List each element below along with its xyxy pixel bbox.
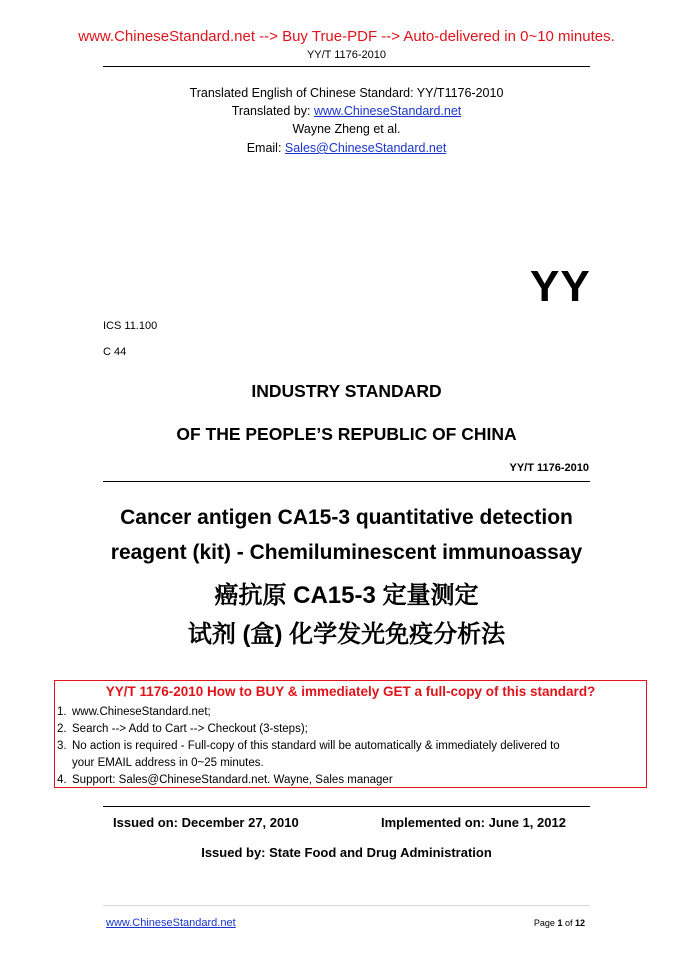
translated-by xyxy=(0,104,693,118)
purchase-step xyxy=(57,721,560,738)
header-divider xyxy=(103,66,590,67)
issued-on-date: Issued on: December 27, 2010 xyxy=(113,815,299,830)
english-title-line1: Cancer antigen CA15-3 quantitative detection xyxy=(120,506,573,529)
issuing-authority: Issued by: State Food and Drug Administration xyxy=(201,845,492,860)
page-number xyxy=(534,918,585,928)
footer-divider xyxy=(103,905,590,906)
dates-divider xyxy=(103,806,590,807)
english-title-line2: reagent (kit) - Chemiluminescent immunoassay xyxy=(110,541,583,564)
chinese-title-line1: 癌抗原 CA15-3 定量测定 xyxy=(214,582,479,609)
translated-by-label: Translated by: xyxy=(231,104,314,118)
step-text: Support: Sales@ChineseStandard.net. Wayne, Sales manager xyxy=(72,774,393,786)
step-text: Search --> Add to Cart --> Checkout (3-steps); xyxy=(72,723,308,735)
translator-name: Wayne Zheng et al. xyxy=(292,122,401,136)
translation-note: Translated English of Chinese Standard: YY/T1176-2010 xyxy=(189,86,504,100)
page-current: 1 xyxy=(557,918,563,928)
purchase-step xyxy=(57,704,560,721)
standard-code: YY/T 1176-2010 xyxy=(509,462,589,474)
purchase-step xyxy=(57,738,560,755)
implemented-on-date: Implemented on: June 1, 2012 xyxy=(381,815,566,830)
chinese-title-line2: 试剂 (盒) 化学发光免疫分析法 xyxy=(187,621,506,648)
page-mid: of xyxy=(562,918,575,928)
standard-type-line2: OF THE PEOPLE’S REPUBLIC OF CHINA xyxy=(176,424,517,444)
translated-by-link[interactable]: www.ChineseStandard.net xyxy=(313,104,462,118)
step-number: 2. xyxy=(57,723,67,735)
standard-type-line1: INDUSTRY STANDARD xyxy=(251,381,442,401)
step-number: 3. xyxy=(57,740,67,752)
email-line xyxy=(0,141,693,155)
ics-code: ICS 11.100 xyxy=(103,320,158,332)
purchase-steps xyxy=(57,704,560,789)
step-number: 4. xyxy=(57,774,67,786)
step-number: 1. xyxy=(57,706,67,718)
header-standard-code: YY/T 1176-2010 xyxy=(306,49,387,61)
code-divider xyxy=(103,481,590,482)
top-banner[interactable]: www.ChineseStandard.net --> Buy True-PDF --> Auto-delivered in 0~10 minutes. xyxy=(78,28,615,45)
purchase-info-box xyxy=(54,680,647,788)
purchase-heading: YY/T 1176-2010 How to BUY & immediately GET a full-copy of this standard? xyxy=(105,684,596,699)
footer-link[interactable]: www.ChineseStandard.net xyxy=(106,917,236,929)
page-total: 12 xyxy=(574,918,585,928)
step-text[interactable]: www.ChineseStandard.net; xyxy=(72,706,211,718)
standard-mark: YY xyxy=(530,262,591,311)
purchase-step-continuation: your EMAIL address in 0~25 minutes. xyxy=(72,757,264,769)
email-link[interactable]: Sales@ChineseStandard.net xyxy=(284,141,447,155)
ccs-code: C 44 xyxy=(103,346,127,358)
step-text: No action is required - Full-copy of this standard will be automatically & immediately delivered to xyxy=(72,740,560,752)
email-label: Email: xyxy=(246,141,285,155)
page-prefix: Page xyxy=(533,918,558,928)
purchase-step xyxy=(57,772,560,789)
